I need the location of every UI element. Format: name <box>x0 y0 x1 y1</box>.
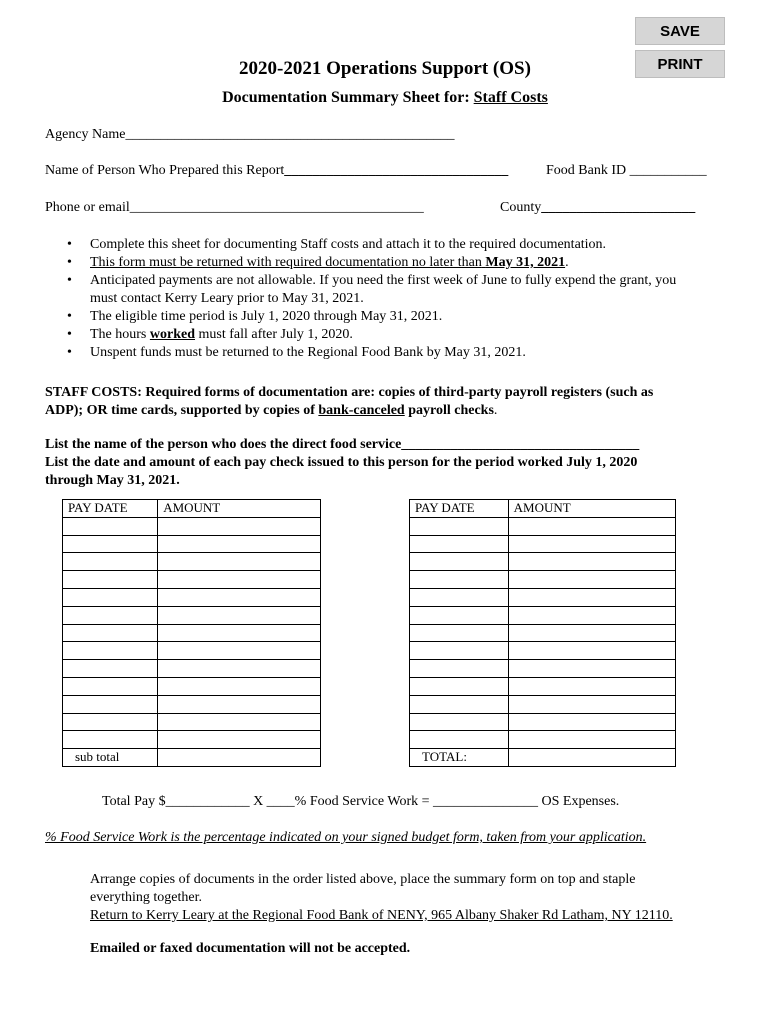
list-item <box>45 272 745 308</box>
amount-cell[interactable] <box>158 713 321 731</box>
pay-date-cell[interactable] <box>410 695 509 713</box>
pay-date-cell[interactable] <box>63 677 158 695</box>
amount-cell[interactable] <box>158 606 321 624</box>
list-item: • This form must be returned with required documentation no later than May 31, 2021. <box>45 254 745 272</box>
table-row <box>63 500 321 518</box>
direct-food-service-field: List the name of the person who does the direct food service__________________________________ <box>45 437 640 452</box>
pay-date-cell[interactable] <box>63 517 158 535</box>
amount-cell[interactable] <box>508 571 675 589</box>
save-button[interactable]: SAVE <box>635 17 725 45</box>
pay-date-cell[interactable] <box>410 606 509 624</box>
agency-name-field[interactable]: Agency Name_______________________________________________ <box>45 127 455 142</box>
pay-date-cell[interactable] <box>410 571 509 589</box>
amount-cell[interactable] <box>158 660 321 678</box>
amount-cell[interactable] <box>508 677 675 695</box>
amount-cell[interactable] <box>158 695 321 713</box>
subtotal-label: sub total <box>63 749 158 767</box>
pay-date-cell[interactable] <box>63 642 158 660</box>
table-row <box>410 677 676 695</box>
table-row <box>63 713 321 731</box>
list-item <box>45 344 745 362</box>
table-row <box>63 642 321 660</box>
county-label: County <box>500 200 542 215</box>
food-service-note: % Food Service Work is the percentage indicated on your signed budget form, taken from your application. <box>45 830 647 845</box>
amount-cell[interactable] <box>508 660 675 678</box>
amount-header: AMOUNT <box>508 500 675 518</box>
return-address: Return to Kerry Leary at the Regional Food Bank of NENY, 965 Albany Shaker Rd Latham, NY 12110. <box>90 908 673 923</box>
amount-cell[interactable] <box>508 517 675 535</box>
pay-date-cell[interactable] <box>63 713 158 731</box>
list-instructions: List the name of the person who does the direct food service__________________________________ List the date and amount of each pay check issued to this person for the period worked July 1, 2020 through May 31, 2021. <box>45 437 640 488</box>
amount-cell[interactable] <box>508 535 675 553</box>
bullet-text: Anticipated payments are not allowable. If you need the first week of June to fully expend the grant, you <box>90 273 677 288</box>
table-row <box>63 517 321 535</box>
pay-date-header: PAY DATE <box>63 500 158 518</box>
pay-date-cell[interactable] <box>410 642 509 660</box>
prepared-by-line[interactable]: ________________________________ <box>284 163 509 178</box>
amount-cell[interactable] <box>508 588 675 606</box>
instructions-list <box>45 236 745 362</box>
amount-cell[interactable] <box>508 713 675 731</box>
amount-cell[interactable] <box>508 606 675 624</box>
amount-cell[interactable] <box>158 571 321 589</box>
table-row <box>410 553 676 571</box>
amount-cell[interactable] <box>158 517 321 535</box>
bullet-deadline: This form must be returned with required documentation no later than May 31, 2021 <box>90 255 566 270</box>
table-row <box>410 749 676 767</box>
list-item <box>45 308 745 326</box>
total-label: TOTAL: <box>410 749 509 767</box>
prepared-by-label: Name of Person Who Prepared this Report <box>45 163 285 178</box>
table-row <box>63 553 321 571</box>
food-bank-id-field[interactable]: Food Bank ID ___________ <box>546 163 707 178</box>
print-button[interactable]: PRINT <box>635 50 725 78</box>
pay-date-cell[interactable] <box>410 535 509 553</box>
pay-date-cell[interactable] <box>410 517 509 535</box>
table-row <box>410 713 676 731</box>
subtitle-prefix: Documentation Summary Sheet for: <box>222 89 470 106</box>
pay-date-cell[interactable] <box>63 553 158 571</box>
amount-cell[interactable] <box>508 731 675 749</box>
total-pay-line[interactable]: Total Pay $____________ X ____% Food Service Work = _______________ OS Expenses. <box>102 794 620 809</box>
amount-cell[interactable] <box>158 731 321 749</box>
pay-date-cell[interactable] <box>410 731 509 749</box>
amount-cell[interactable] <box>158 677 321 695</box>
table-row <box>410 695 676 713</box>
subtitle-staff-costs: Staff Costs <box>473 89 548 106</box>
pay-date-cell[interactable] <box>63 731 158 749</box>
table-row <box>410 624 676 642</box>
list-item: • The hours worked must fall after July 1, 2020. <box>45 326 745 344</box>
amount-header: AMOUNT <box>158 500 321 518</box>
page-title: 2020-2021 Operations Support (OS) <box>239 58 531 79</box>
pay-date-cell[interactable] <box>63 624 158 642</box>
table-row <box>410 571 676 589</box>
pay-date-cell[interactable] <box>63 588 158 606</box>
table-row <box>63 695 321 713</box>
list-item <box>45 236 745 254</box>
table-row <box>410 606 676 624</box>
amount-cell[interactable] <box>158 749 321 767</box>
table-row <box>410 517 676 535</box>
amount-cell[interactable] <box>508 695 675 713</box>
bullet-emphasis: worked <box>149 327 196 342</box>
pay-date-cell[interactable] <box>63 695 158 713</box>
pay-date-cell[interactable] <box>410 624 509 642</box>
table-row <box>63 731 321 749</box>
page-subtitle <box>0 89 770 107</box>
amount-cell[interactable] <box>508 624 675 642</box>
phone-email-field[interactable]: Phone or email__________________________________________ <box>45 200 424 215</box>
pay-date-cell[interactable] <box>63 606 158 624</box>
pay-date-cell[interactable] <box>410 677 509 695</box>
amount-cell[interactable] <box>158 588 321 606</box>
table-row <box>63 749 321 767</box>
county-field[interactable] <box>500 200 695 216</box>
amount-cell[interactable] <box>158 624 321 642</box>
table-row <box>410 588 676 606</box>
pay-date-cell[interactable] <box>410 713 509 731</box>
pay-table-right <box>409 499 676 767</box>
table-row <box>63 571 321 589</box>
table-row <box>410 535 676 553</box>
table-row <box>63 535 321 553</box>
amount-cell[interactable] <box>158 553 321 571</box>
amount-cell[interactable] <box>508 749 675 767</box>
table-row <box>410 642 676 660</box>
bullet-text: Complete this sheet for documenting Staff costs and attach it to the required documentation. <box>90 237 607 252</box>
pay-date-cell[interactable] <box>63 660 158 678</box>
bullet-text: Unspent funds must be returned to the Regional Food Bank by May 31, 2021. <box>90 345 526 360</box>
table-row <box>410 660 676 678</box>
table-row <box>63 588 321 606</box>
table-row <box>63 624 321 642</box>
pay-date-cell[interactable] <box>410 588 509 606</box>
emailed-warning: Emailed or faxed documentation will not be accepted. <box>90 941 411 956</box>
table-row <box>63 606 321 624</box>
bullet-text: The eligible time period is July 1, 2020 through May 31, 2021. <box>90 309 443 324</box>
pay-table-left <box>62 499 321 767</box>
staff-costs-paragraph: STAFF COSTS: Required forms of documentation are: copies of third-party payroll registers (such as ADP); OR time cards, supported by copies of bank-canceled payroll checks. <box>45 385 654 418</box>
amount-cell[interactable] <box>158 535 321 553</box>
table-row <box>410 500 676 518</box>
amount-cell[interactable] <box>158 642 321 660</box>
table-row <box>63 677 321 695</box>
county-line[interactable]: ______________________ <box>541 200 696 215</box>
table-row <box>410 731 676 749</box>
pay-date-cell[interactable] <box>63 571 158 589</box>
pay-date-cell[interactable] <box>63 535 158 553</box>
table-row <box>63 660 321 678</box>
pay-date-cell[interactable] <box>410 553 509 571</box>
amount-cell[interactable] <box>508 642 675 660</box>
pay-date-cell[interactable] <box>410 660 509 678</box>
pay-date-header: PAY DATE <box>410 500 509 518</box>
prepared-by-field[interactable] <box>45 163 508 179</box>
amount-cell[interactable] <box>508 553 675 571</box>
bullet-text: must contact Kerry Leary prior to May 31, 2021. <box>90 291 364 306</box>
arrange-instructions: Arrange copies of documents in the order listed above, place the summary form on top and staple everything together. Return to Kerry Leary at the Regional Food Bank of NENY, 965 Albany Shaker Rd Latham, NY 12110. <box>90 872 673 923</box>
